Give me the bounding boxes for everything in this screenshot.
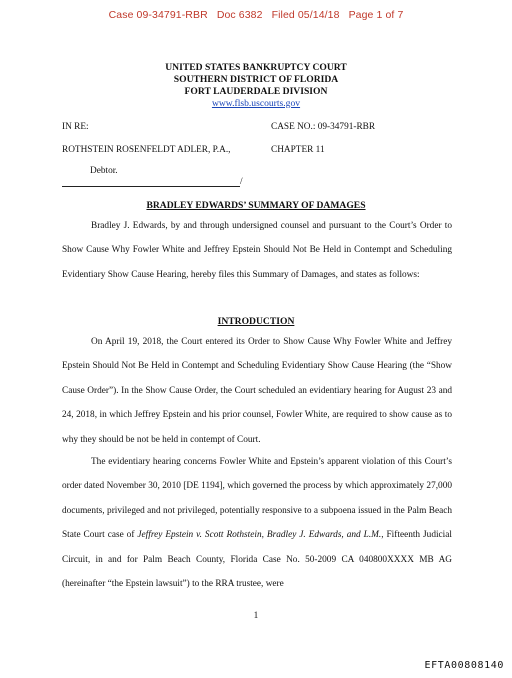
paragraph-1: On April 19, 2018, the Court entered its Order to Show Cause Why Fowler White and Jeffrey Epstein Should Not Be Held in Contempt and Scheduling Evidentiary Show Cause Hearing (the “Show Cause Order”). In the Show Cause Order, the Court scheduled an evidentiary hearing for August 23 and 24, 2018, in which Jeffrey Epstein and his prior counsel, Fowler White, are required to show cause as to why they should be not be held in contempt of Court. [62,337,452,445]
stamp-case: Case 09-34791-RBR [108,9,208,21]
page-number: 1 [253,611,259,621]
stamp-doc: Doc 6382 [216,9,263,21]
paragraph-2 [62,450,452,596]
debtor-label: Debtor. [90,166,118,176]
caption-row-1 [62,121,462,133]
stamp-page: Page 1 of 7 [348,9,404,21]
filing-stamp [0,9,512,21]
paragraph-2-text-a: The evidentiary hearing concerns Fowler White and Epstein’s apparent violation of this Court’s order dated November 30, 2010 [DE 1194], which governed the process by which approximately 27,000 documents, privileged and not privileged, potentially responsive to a subpoena issued in the Palm Beach State Court case of [62,457,452,541]
in-re-label: IN RE: [62,122,89,132]
case-number: CASE NO.: 09-34791-RBR [271,122,376,132]
paragraph-2-text-b: , Fifteenth Judicial Circuit, in and for Palm Beach County, Florida Case No. 50-2009 CA 040800XXXX MB AG (hereinafter “the Epstein lawsuit”) to the RRA trustee, were [62,530,452,590]
court-url-link[interactable]: www.flsb.uscourts.gov [211,98,301,109]
bates-number: EFTA00808140 [424,660,504,671]
debtor-party-name: ROTHSTEIN ROSENFELDT ADLER, P.A., [62,145,231,155]
court-name: UNITED STATES BANKRUPTCY COURT [165,62,347,73]
court-division: FORT LAUDERDALE DIVISION [184,86,328,97]
caption-slash: / [240,177,243,187]
intro-paragraph: Bradley J. Edwards, by and through undersigned counsel and pursuant to the Court’s Order to Show Cause Why Fowler White and Jeffrey Epstein Should Not Be Held in Contempt and Scheduling Evidentiary Show Cause Hearing, hereby files this Summary of Damages, and states as follows: [62,221,452,280]
paragraph-2-case-name: Jeffrey Epstein v. Scott Rothstein, Bradley J. Edwards, and L.M. [137,530,382,541]
stamp-filed: Filed 05/14/18 [271,9,340,21]
caption-row-2 [62,144,462,156]
court-district: SOUTHERN DISTRICT OF FLORIDA [173,74,339,85]
document-title: BRADLEY EDWARDS’ SUMMARY OF DAMAGES [146,200,366,211]
caption-divider-line [62,178,240,187]
section-heading-introduction: INTRODUCTION [217,316,295,327]
court-header [0,62,512,110]
chapter-label: CHAPTER 11 [271,145,325,155]
